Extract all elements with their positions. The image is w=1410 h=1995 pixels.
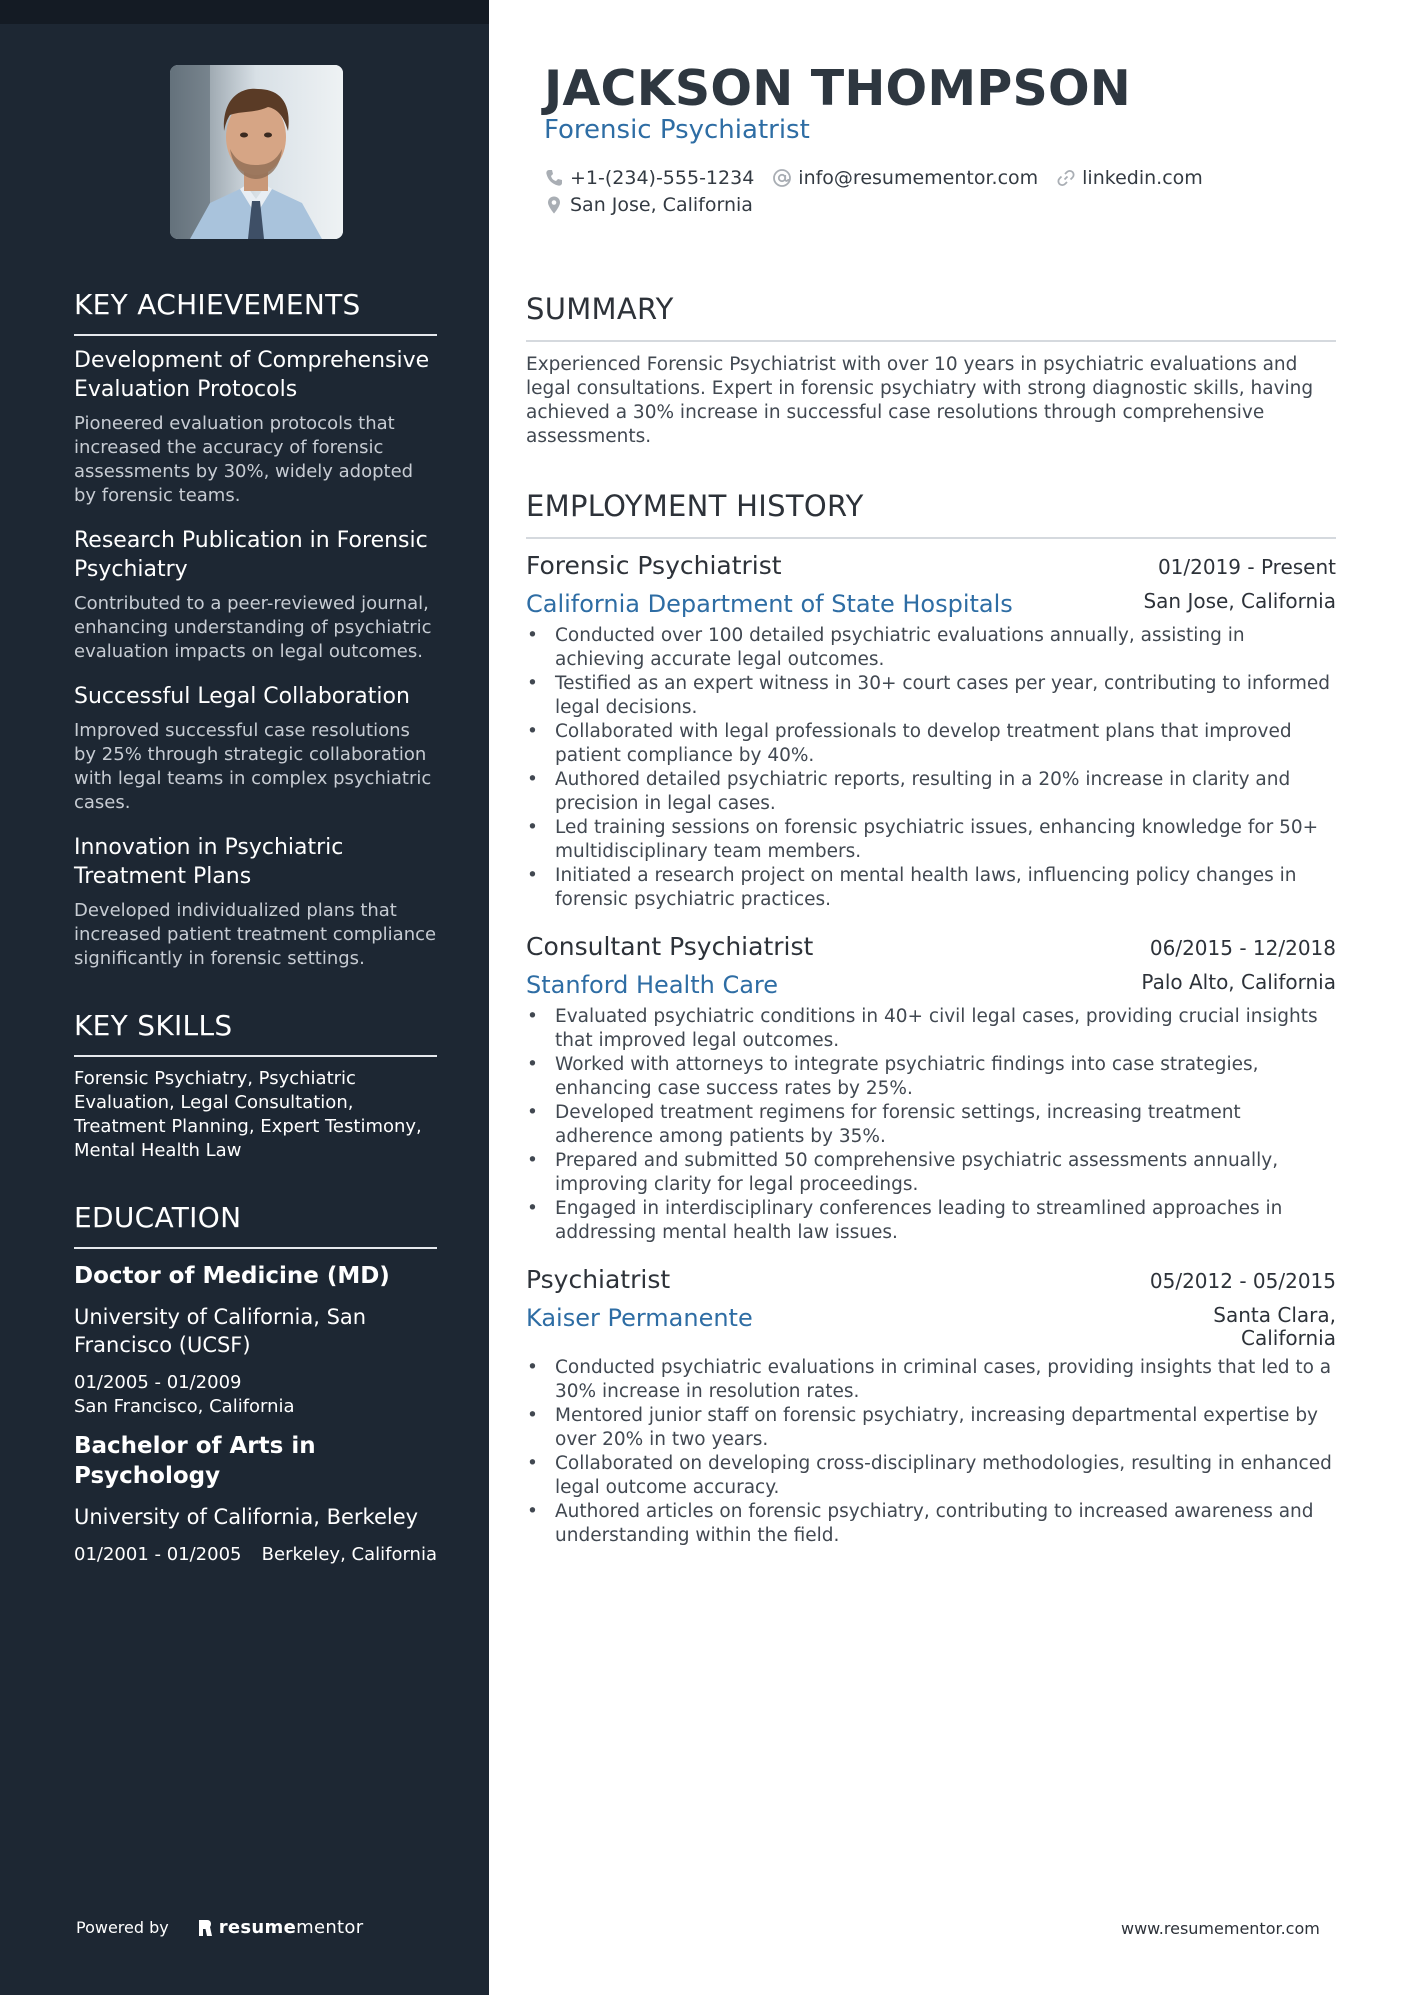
footer-url[interactable]: www.resumementor.com: [1121, 1919, 1320, 1938]
profile-photo: [170, 65, 343, 239]
contact-email[interactable]: [772, 167, 1038, 189]
job-subheader: [526, 1304, 1336, 1350]
job-header: [526, 932, 1336, 961]
education-item: [74, 1261, 437, 1419]
job-bullet: • Prepared and submitted 50 comprehensive psychiatric assessments annually, improving clarity for legal proceedings.: [526, 1149, 1336, 1197]
job-title: Consultant Psychiatrist: [526, 932, 814, 961]
summary-text: Experienced Forensic Psychiatrist with over 10 years in psychiatric evaluations and legal consultations. Expert in forensic psychiatry with strong diagnostic skills, having achieved a 30% increase in successful case resolutions through comprehensive assessments.: [526, 354, 1314, 447]
job-header: [526, 551, 1336, 580]
education-heading: EDUCATION: [74, 1201, 437, 1249]
job-subheader: [526, 590, 1336, 618]
sidebar: [0, 0, 489, 1995]
job-bullet: • Led training sessions on forensic psychiatric issues, enhancing knowledge for 50+ multidisciplinary team members.: [526, 816, 1336, 864]
job-dates: 06/2015 - 12/2018: [1149, 936, 1336, 960]
linkedin-text: linkedin.com: [1082, 166, 1203, 189]
job-location: Santa Clara, California: [1213, 1303, 1336, 1350]
job-entry: [526, 932, 1336, 1245]
achievements-list: [74, 346, 437, 971]
achievement-title: Research Publication in Forensic Psychiatry: [74, 528, 428, 582]
achievement-title: Innovation in Psychiatric Treatment Plans: [74, 835, 344, 889]
contact-info: [544, 164, 1264, 218]
job-company: Stanford Health Care: [526, 971, 779, 999]
sidebar-content: [74, 288, 437, 1567]
job-bullet: • Collaborated on developing cross-disciplinary methodologies, resulting in enhanced legal outcome accuracy.: [526, 1452, 1336, 1500]
education-item: [74, 1431, 437, 1567]
summary-heading: SUMMARY: [526, 292, 1336, 342]
job-entry: [526, 1265, 1336, 1548]
education-degree: Doctor of Medicine (MD): [74, 1263, 390, 1289]
job-bullet: • Authored detailed psychiatric reports, resulting in a 20% increase in clarity and precision in legal cases.: [526, 768, 1336, 816]
employment-section: [526, 489, 1336, 1548]
job-bullet: • Mentored junior staff on forensic psychiatry, increasing departmental expertise by over 20% in two years.: [526, 1404, 1336, 1452]
phone-icon: [544, 168, 564, 188]
achievement-item: [74, 526, 437, 664]
education-school: University of California, Berkeley: [74, 1505, 419, 1529]
job-bullet: • Initiated a research project on mental health laws, influencing policy changes in forensic psychiatric practices.: [526, 864, 1336, 912]
job-title: Forensic Psychiatrist: [526, 551, 782, 580]
brand-name-bold: resume: [218, 1917, 297, 1938]
education-dates: 01/2001 - 01/2005: [74, 1544, 242, 1565]
education-dates: 01/2005 - 01/2009: [74, 1372, 242, 1393]
job-header: [526, 1265, 1336, 1294]
contact-location: [544, 194, 753, 216]
skills-heading: KEY SKILLS: [74, 1009, 437, 1057]
contact-phone[interactable]: [544, 167, 754, 189]
powered-by-label: Powered by: [76, 1918, 169, 1937]
brand-name-rest: mentor: [296, 1917, 364, 1938]
at-sign-icon: [772, 168, 792, 188]
email-text: info@resumementor.com: [798, 166, 1039, 189]
education-location: San Francisco, California: [74, 1396, 295, 1417]
contact-row: [544, 164, 1264, 191]
candidate-title: Forensic Psychiatrist: [544, 115, 810, 145]
achievement-title: Successful Legal Collaboration: [74, 684, 410, 709]
achievement-description: Improved successful case resolutions by 25% through strategic collaboration with legal teams in complex psychiatric cases.: [74, 720, 432, 813]
job-company: California Department of State Hospitals: [526, 590, 1013, 618]
location-text: San Jose, California: [570, 193, 753, 216]
achievement-title: Development of Comprehensive Evaluation Protocols: [74, 348, 430, 402]
candidate-name: JACKSON THOMPSON: [544, 60, 1132, 117]
achievement-item: [74, 833, 437, 971]
summary-section: [526, 292, 1336, 449]
job-bullet: • Worked with attorneys to integrate psychiatric findings into case strategies, enhancing case success rates by 25%.: [526, 1053, 1336, 1101]
job-location: Palo Alto, California: [1141, 970, 1336, 994]
job-location: San Jose, California: [1143, 589, 1336, 613]
phone-text: +1-(234)-555-1234: [570, 166, 755, 189]
job-bullets: [526, 1005, 1336, 1245]
job-bullet: • Authored articles on forensic psychiatry, contributing to increased awareness and understanding within the field.: [526, 1500, 1336, 1548]
resumementor-logo-icon: [197, 1918, 213, 1938]
achievement-item: [74, 682, 437, 815]
achievement-item: [74, 346, 437, 508]
education-location: Berkeley, California: [261, 1544, 437, 1565]
education-school: University of California, San Francisco (UCSF): [74, 1305, 367, 1357]
link-icon: [1056, 168, 1076, 188]
job-bullets: [526, 624, 1336, 912]
employment-heading: EMPLOYMENT HISTORY: [526, 489, 1336, 539]
brand-logo[interactable]: [197, 1917, 364, 1938]
contact-linkedin[interactable]: [1056, 167, 1203, 189]
job-entry: [526, 551, 1336, 912]
job-bullet: • Conducted over 100 detailed psychiatric evaluations annually, assisting in achieving accurate legal outcomes.: [526, 624, 1336, 672]
job-title: Psychiatrist: [526, 1265, 671, 1294]
job-bullet: • Conducted psychiatric evaluations in criminal cases, providing insights that led to a 30% increase in resolution rates.: [526, 1356, 1336, 1404]
achievement-description: Developed individualized plans that increased patient treatment compliance significantly in forensic settings.: [74, 900, 437, 969]
job-company: Kaiser Permanente: [526, 1304, 753, 1332]
achievement-description: Contributed to a peer-reviewed journal, enhancing understanding of psychiatric evaluation impacts on legal outcomes.: [74, 593, 432, 662]
education-meta: [74, 1543, 437, 1567]
job-bullet: • Developed treatment regimens for forensic settings, increasing treatment adherence among patients by 35%.: [526, 1101, 1336, 1149]
achievements-heading: KEY ACHIEVEMENTS: [74, 288, 437, 336]
skills-list: Forensic Psychiatry, Psychiatric Evaluation, Legal Consultation, Treatment Planning, Expert Testimony, Mental Health Law: [74, 1068, 422, 1161]
job-subheader: [526, 971, 1336, 999]
job-dates: 05/2012 - 05/2015: [1149, 1269, 1336, 1293]
sidebar-top-bar: [0, 0, 489, 24]
job-bullet: • Testified as an expert witness in 30+ court cases per year, contributing to informed legal decisions.: [526, 672, 1336, 720]
job-bullets: [526, 1356, 1336, 1548]
location-pin-icon: [544, 195, 564, 215]
job-bullet: • Collaborated with legal professionals to develop treatment plans that improved patient compliance by 40%.: [526, 720, 1336, 768]
job-bullet: • Engaged in interdisciplinary conferences leading to streamlined approaches in addressing mental health law issues.: [526, 1197, 1336, 1245]
education-degree: Bachelor of Arts in Psychology: [74, 1433, 316, 1489]
contact-row: [544, 191, 1264, 218]
powered-by: [76, 1917, 363, 1938]
job-dates: 01/2019 - Present: [1157, 555, 1336, 579]
achievement-description: Pioneered evaluation protocols that increased the accuracy of forensic assessments by 30%, widely adopted by forensic teams.: [74, 413, 414, 506]
job-bullet: • Evaluated psychiatric conditions in 40+ civil legal cases, providing crucial insights that improved legal outcomes.: [526, 1005, 1336, 1053]
